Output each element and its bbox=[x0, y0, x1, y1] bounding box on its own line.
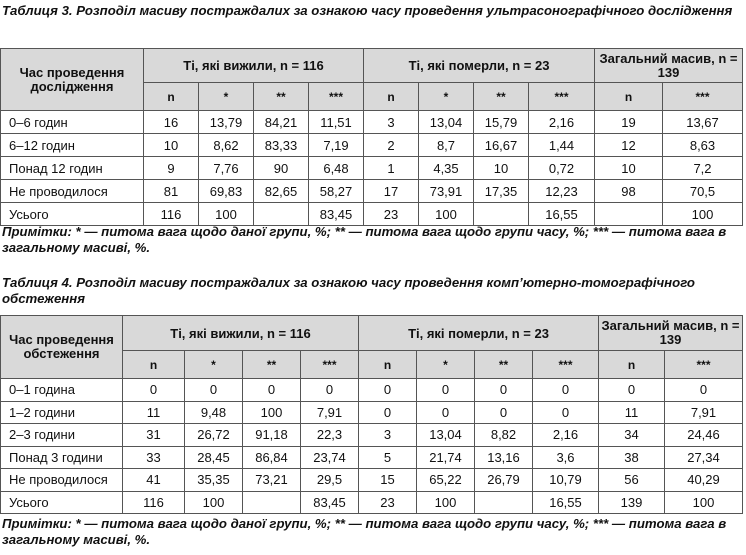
table4-row-label: Усього bbox=[1, 491, 123, 514]
table-row bbox=[1, 180, 743, 203]
table-cell: 0 bbox=[475, 379, 533, 402]
table-cell: 9,48 bbox=[185, 401, 243, 424]
table-cell: 86,84 bbox=[243, 446, 301, 469]
table3-subheader: *** bbox=[663, 83, 743, 111]
table-cell: 58,27 bbox=[309, 180, 364, 203]
table-cell: 29,5 bbox=[301, 469, 359, 492]
table-cell: 83,45 bbox=[309, 203, 364, 226]
table-cell: 1,44 bbox=[529, 134, 595, 157]
table-cell: 7,91 bbox=[665, 401, 743, 424]
table-cell bbox=[474, 203, 529, 226]
table-cell: 10,79 bbox=[533, 469, 599, 492]
table-cell: 139 bbox=[599, 491, 665, 514]
table-cell: 8,7 bbox=[419, 134, 474, 157]
table-cell: 40,29 bbox=[665, 469, 743, 492]
table-cell: 2,16 bbox=[529, 111, 595, 134]
table-cell: 10 bbox=[144, 134, 199, 157]
table-cell: 0 bbox=[359, 379, 417, 402]
table-cell: 69,83 bbox=[199, 180, 254, 203]
table3-subheader: *** bbox=[309, 83, 364, 111]
table-cell: 34 bbox=[599, 424, 665, 447]
table-cell: 7,76 bbox=[199, 157, 254, 180]
table-cell: 82,65 bbox=[254, 180, 309, 203]
table-cell bbox=[254, 203, 309, 226]
table-cell: 26,72 bbox=[185, 424, 243, 447]
table3-row-label: 6–12 годин bbox=[1, 134, 144, 157]
table3-subheader: * bbox=[419, 83, 474, 111]
table3-header-row bbox=[1, 49, 743, 83]
table-row bbox=[1, 446, 743, 469]
table-cell: 13,79 bbox=[199, 111, 254, 134]
table4-subheader: * bbox=[185, 351, 243, 379]
table-cell: 22,3 bbox=[301, 424, 359, 447]
table-cell: 1 bbox=[364, 157, 419, 180]
table-row bbox=[1, 379, 743, 402]
table4-note: Примітки: * — питома вага щодо даної групи, %; ** — питома вага щодо групи часу, %; *** — питома вага в загальному масиві, %. bbox=[2, 516, 727, 547]
table-cell: 16,55 bbox=[529, 203, 595, 226]
table-cell bbox=[243, 491, 301, 514]
table-cell: 0,72 bbox=[529, 157, 595, 180]
table-cell: 73,21 bbox=[243, 469, 301, 492]
table-cell: 116 bbox=[144, 203, 199, 226]
table-cell: 13,04 bbox=[419, 111, 474, 134]
table-cell: 70,5 bbox=[663, 180, 743, 203]
table4-died-header: Ті, які померли, n = 23 bbox=[359, 316, 599, 351]
table-cell: 21,74 bbox=[417, 446, 475, 469]
table3-subheader: n bbox=[144, 83, 199, 111]
table-cell: 84,21 bbox=[254, 111, 309, 134]
table-row bbox=[1, 424, 743, 447]
table-cell: 13,04 bbox=[417, 424, 475, 447]
table3-subheader: n bbox=[595, 83, 663, 111]
table4-subheader: n bbox=[599, 351, 665, 379]
table-row bbox=[1, 134, 743, 157]
table3-subheader: n bbox=[364, 83, 419, 111]
table-cell: 26,79 bbox=[475, 469, 533, 492]
table3-subheader: ** bbox=[474, 83, 529, 111]
table-cell: 100 bbox=[663, 203, 743, 226]
table-cell: 2,16 bbox=[533, 424, 599, 447]
table4-row-label: 1–2 години bbox=[1, 401, 123, 424]
table-cell: 0 bbox=[599, 379, 665, 402]
table-cell: 13,16 bbox=[475, 446, 533, 469]
table4-subheader: *** bbox=[533, 351, 599, 379]
table4-caption: Таблиця 4. Розподіл масиву постраждалих за ознакою часу проведення комп’ютерно-томографічного обстеження bbox=[2, 275, 695, 306]
table-cell: 100 bbox=[243, 401, 301, 424]
table4-subheader: n bbox=[123, 351, 185, 379]
table-cell: 91,18 bbox=[243, 424, 301, 447]
table3-subheader: ** bbox=[254, 83, 309, 111]
table-cell: 0 bbox=[533, 401, 599, 424]
table-cell: 7,19 bbox=[309, 134, 364, 157]
table-cell: 3 bbox=[364, 111, 419, 134]
table-cell: 12,23 bbox=[529, 180, 595, 203]
table-cell: 23,74 bbox=[301, 446, 359, 469]
table-cell: 0 bbox=[123, 379, 185, 402]
table4-subheader: ** bbox=[243, 351, 301, 379]
table-cell: 3,6 bbox=[533, 446, 599, 469]
table-cell: 0 bbox=[417, 379, 475, 402]
table-cell: 56 bbox=[599, 469, 665, 492]
table-cell: 11 bbox=[123, 401, 185, 424]
table-cell: 100 bbox=[665, 491, 743, 514]
table-cell: 65,22 bbox=[417, 469, 475, 492]
table-cell: 0 bbox=[417, 401, 475, 424]
table-row bbox=[1, 157, 743, 180]
table-cell: 0 bbox=[665, 379, 743, 402]
table-cell: 27,34 bbox=[665, 446, 743, 469]
table-cell: 12 bbox=[595, 134, 663, 157]
table-cell: 0 bbox=[301, 379, 359, 402]
table-cell: 13,67 bbox=[663, 111, 743, 134]
table3 bbox=[0, 48, 743, 226]
table-cell: 16,55 bbox=[533, 491, 599, 514]
table-cell: 0 bbox=[359, 401, 417, 424]
table-cell: 16,67 bbox=[474, 134, 529, 157]
table-cell: 0 bbox=[185, 379, 243, 402]
table-cell: 73,91 bbox=[419, 180, 474, 203]
table3-row-label: Не проводилося bbox=[1, 180, 144, 203]
table4-subheader: * bbox=[417, 351, 475, 379]
table4-row-label: 2–3 години bbox=[1, 424, 123, 447]
table4-row-label: 0–1 година bbox=[1, 379, 123, 402]
table-cell: 15,79 bbox=[474, 111, 529, 134]
table-cell: 33 bbox=[123, 446, 185, 469]
table-cell: 9 bbox=[144, 157, 199, 180]
table-cell: 16 bbox=[144, 111, 199, 134]
table-cell: 83,45 bbox=[301, 491, 359, 514]
table4-time-header: Час проведення обстеження bbox=[1, 316, 123, 379]
table3-note: Примітки: * — питома вага щодо даної групи, %; ** — питома вага щодо групи часу, %; *** — питома вага в загальному масиві, %. bbox=[2, 224, 727, 255]
table4-row-label: Не проводилося bbox=[1, 469, 123, 492]
table-row bbox=[1, 401, 743, 424]
table-row bbox=[1, 111, 743, 134]
table-cell: 98 bbox=[595, 180, 663, 203]
table-cell: 10 bbox=[595, 157, 663, 180]
table-cell: 19 bbox=[595, 111, 663, 134]
table4-subheader: n bbox=[359, 351, 417, 379]
table3-subheader: *** bbox=[529, 83, 595, 111]
table-cell: 23 bbox=[364, 203, 419, 226]
table4-subheader: ** bbox=[475, 351, 533, 379]
table-cell: 2 bbox=[364, 134, 419, 157]
table3-survived-header: Ті, які вижили, n = 116 bbox=[144, 49, 364, 83]
table-cell: 35,35 bbox=[185, 469, 243, 492]
table3-row-label: 0–6 годин bbox=[1, 111, 144, 134]
table-cell: 38 bbox=[599, 446, 665, 469]
table-cell: 17 bbox=[364, 180, 419, 203]
table-cell: 7,2 bbox=[663, 157, 743, 180]
table-row bbox=[1, 469, 743, 492]
table4 bbox=[0, 315, 743, 514]
table-cell bbox=[595, 203, 663, 226]
table-cell: 4,35 bbox=[419, 157, 474, 180]
table3-time-header: Час проведення дослідження bbox=[1, 49, 144, 111]
table3-caption: Таблиця 3. Розподіл масиву постраждалих за ознакою часу проведення ультрасонографічного дослідження bbox=[2, 3, 733, 18]
table-cell: 15 bbox=[359, 469, 417, 492]
table-cell: 100 bbox=[417, 491, 475, 514]
table-cell: 100 bbox=[185, 491, 243, 514]
table4-subheader: *** bbox=[665, 351, 743, 379]
table-cell: 31 bbox=[123, 424, 185, 447]
table-cell: 28,45 bbox=[185, 446, 243, 469]
table-cell: 11 bbox=[599, 401, 665, 424]
table-cell: 5 bbox=[359, 446, 417, 469]
table3-row-label: Понад 12 годин bbox=[1, 157, 144, 180]
table-cell: 8,63 bbox=[663, 134, 743, 157]
table-cell: 11,51 bbox=[309, 111, 364, 134]
table4-header-row bbox=[1, 316, 743, 351]
table4-total-header: Загальний масив, n = 139 bbox=[599, 316, 743, 351]
table4-survived-header: Ті, які вижили, n = 116 bbox=[123, 316, 359, 351]
table-cell: 81 bbox=[144, 180, 199, 203]
table-cell: 0 bbox=[475, 401, 533, 424]
table-cell: 0 bbox=[243, 379, 301, 402]
table-cell: 8,82 bbox=[475, 424, 533, 447]
table3-died-header: Ті, які померли, n = 23 bbox=[364, 49, 595, 83]
table-row bbox=[1, 203, 743, 226]
table-cell bbox=[475, 491, 533, 514]
table-cell: 0 bbox=[533, 379, 599, 402]
table-cell: 100 bbox=[199, 203, 254, 226]
table-cell: 3 bbox=[359, 424, 417, 447]
table-cell: 10 bbox=[474, 157, 529, 180]
table-cell: 83,33 bbox=[254, 134, 309, 157]
table3-total-header: Загальний масив, n = 139 bbox=[595, 49, 743, 83]
table3-row-label: Усього bbox=[1, 203, 144, 226]
table-cell: 24,46 bbox=[665, 424, 743, 447]
table-cell: 90 bbox=[254, 157, 309, 180]
table3-subheader: * bbox=[199, 83, 254, 111]
table-cell: 8,62 bbox=[199, 134, 254, 157]
table4-row-label: Понад 3 години bbox=[1, 446, 123, 469]
table-cell: 41 bbox=[123, 469, 185, 492]
table-cell: 100 bbox=[419, 203, 474, 226]
table-cell: 17,35 bbox=[474, 180, 529, 203]
table-cell: 6,48 bbox=[309, 157, 364, 180]
table-cell: 116 bbox=[123, 491, 185, 514]
table-cell: 7,91 bbox=[301, 401, 359, 424]
table-cell: 23 bbox=[359, 491, 417, 514]
table4-subheader: *** bbox=[301, 351, 359, 379]
table-row bbox=[1, 491, 743, 514]
